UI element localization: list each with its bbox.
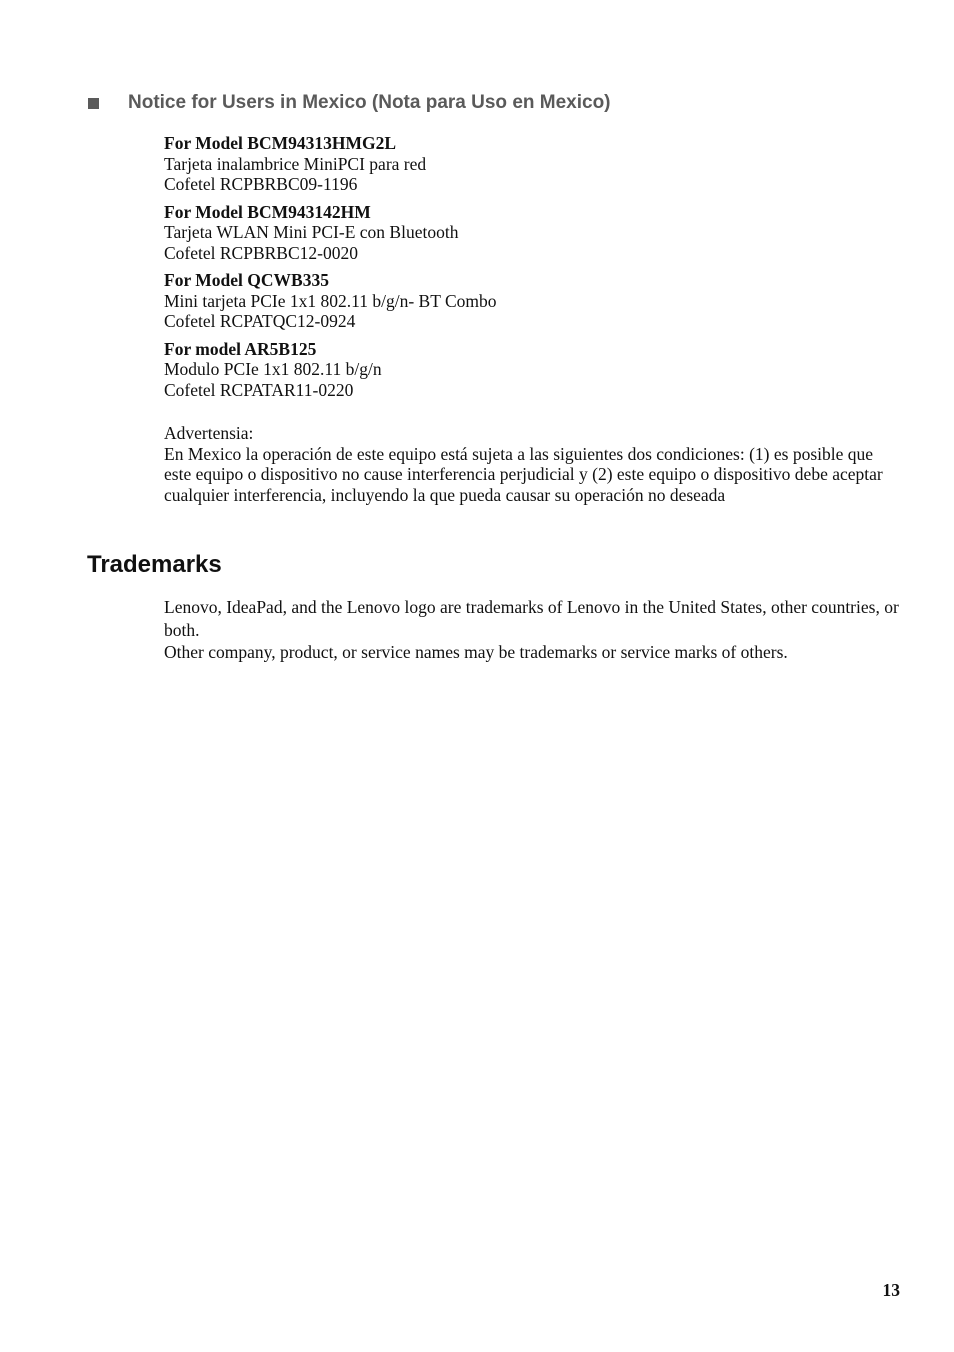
model-cofetel: Cofetel RCPATAR11-0220 (164, 379, 354, 400)
advertencia-label: Advertensia: (164, 423, 254, 443)
advertencia-text: En Mexico la operación de este equipo está sujeta a las siguientes dos condiciones: (1) es posible que este equipo o dispositivo no cause interferencia perjudicial y (2) este equipo o dispositivo debe aceptar cualquier interferencia, incluyendo la que pueda causar su operación no deseada (164, 443, 883, 506)
notice-heading (88, 92, 611, 114)
model-cofetel: Cofetel RCPBRBC09-1196 (164, 174, 358, 194)
model-description: Mini tarjeta PCIe 1x1 802.11 b/g/n- BT Combo (164, 290, 497, 311)
model-block (164, 202, 904, 264)
model-title: For Model BCM943142HM (164, 201, 371, 222)
trademarks-heading: Trademarks (87, 551, 222, 578)
model-description: Tarjeta WLAN Mini PCI-E con Bluetooth (164, 222, 459, 242)
model-title: For Model QCWB335 (164, 270, 329, 290)
model-description: Tarjeta inalambrice MiniPCI para red (164, 153, 427, 174)
model-block (164, 270, 904, 332)
model-cofetel: Cofetel RCPBRBC12-0020 (164, 242, 358, 263)
model-description: Modulo PCIe 1x1 802.11 b/g/n (164, 359, 382, 379)
square-bullet-icon (88, 98, 99, 109)
notice-heading-text: Notice for Users in Mexico (Nota para Uso en Mexico) (128, 92, 611, 113)
model-cofetel: Cofetel RCPATQC12-0924 (164, 311, 356, 331)
trademarks-body (164, 596, 904, 664)
model-title: For Model BCM94313HMG2L (164, 133, 397, 153)
page-number: 13 (882, 1280, 900, 1300)
model-list (164, 133, 904, 407)
trademarks-paragraph-1: Lenovo, IdeaPad, and the Lenovo logo are trademarks of Lenovo in the United States, other countries, or both. (164, 597, 899, 640)
model-title: For model AR5B125 (164, 338, 317, 359)
model-block (164, 133, 904, 195)
advertencia-section (164, 423, 904, 506)
trademarks-paragraph-2: Other company, product, or service names may be trademarks or service marks of others. (164, 642, 788, 662)
model-block (164, 339, 904, 401)
